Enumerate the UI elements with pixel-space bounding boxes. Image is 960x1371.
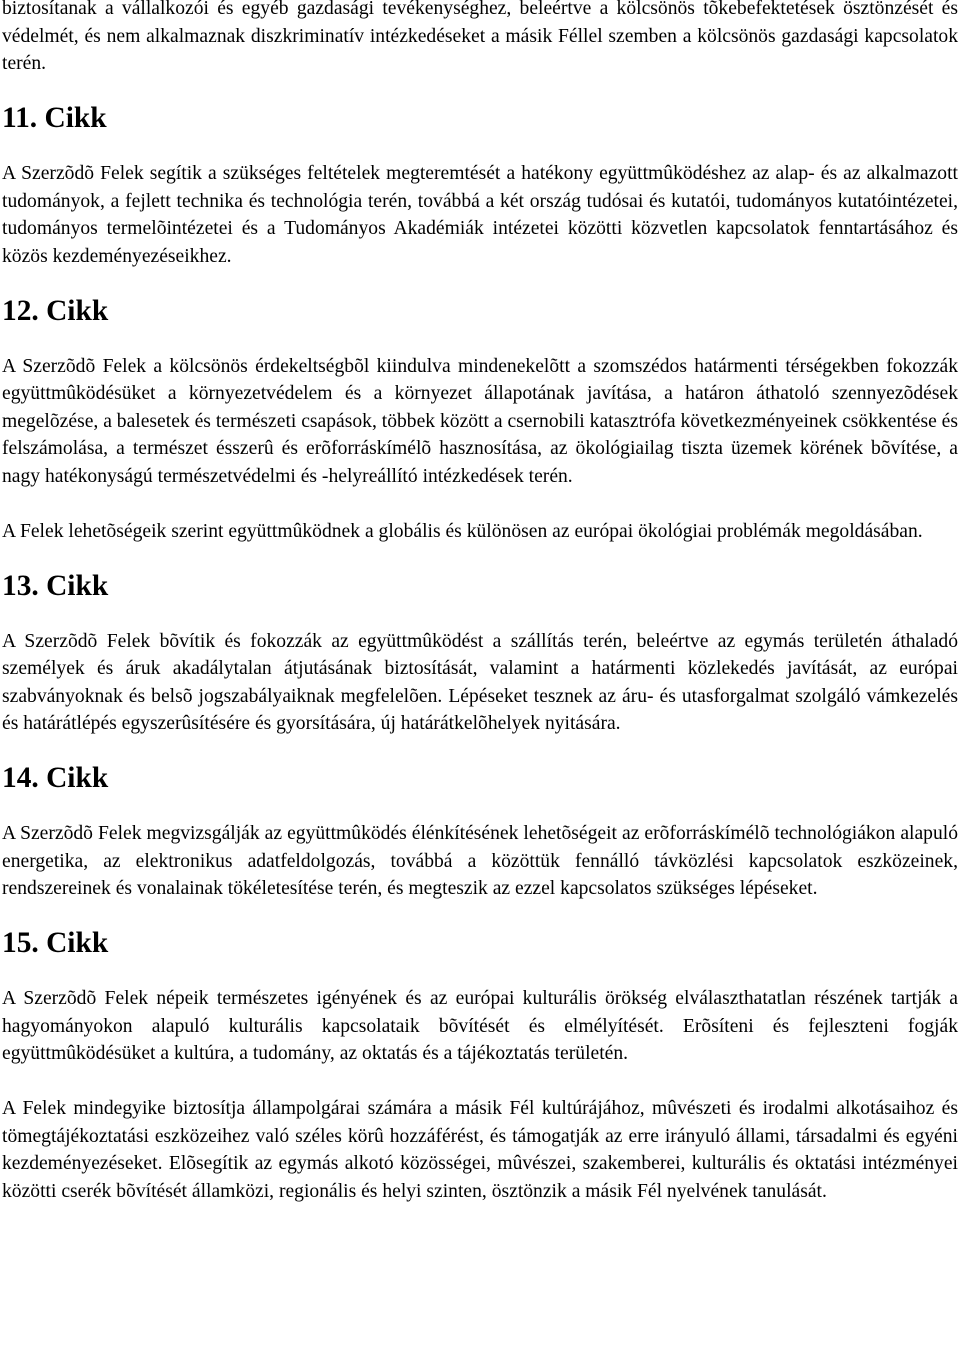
article-paragraph: A Felek lehetõségeik szerint együttmûködnek a globális és különösen az európai ökológiai problémák megoldásában.: [2, 520, 923, 542]
article-11: [2, 102, 958, 270]
intro-paragraph: biztosítanak a vállalkozói és egyéb gazdasági tevékenységhez, beleértve a kölcsönös tõkebefektetések ösztönzését és védelmét, és nem alkalmaznak diszkriminatív intézkedéseket a másik Féllel szemben a kölcsönös gazdasági kapcsolatok terén.: [2, 0, 958, 74]
article-heading: 14. Cikk: [2, 762, 109, 794]
article-paragraph: A Szerzõdõ Felek bõvítik és fokozzák az együttmûködést a szállítás terén, beleértve az egymás területén áthaladó személyek és áruk akadálytalan átjutásának biztosítását, valamint a határmenti közlekedés javítását, az európai szabványoknak és belsõ jogszabályaiknak megfelelõen. Lépéseket tesznek az áru- és utasforgalmat szolgáló vámkezelés és határátlépés egyszerûsítésére és gyorsítására, új határátkelõhelyek nyitására.: [2, 630, 958, 734]
article-heading: 15. Cikk: [2, 927, 109, 959]
document-page: [2, 0, 958, 1205]
article-15: [2, 927, 958, 1205]
article-14: [2, 762, 958, 903]
article-heading: 13. Cikk: [2, 569, 109, 602]
article-12: [2, 294, 958, 546]
article-paragraph: A Felek mindegyike biztosítja állampolgárai számára a másik Fél kultúrájához, mûvészeti és irodalmi alkotásaihoz és tömegtájékoztatási eszközeihez való széles körû hozzáférést, és támogatják az erre irányuló állami, társadalmi és egyéni kezdeményezéseket. Elõsegítik az egymás alkotó közösségei, mûvészei, szakemberei, kulturális és oktatási intézményei közötti cserék bõvítését államközi, regionális és helyi szinten, ösztönzik a másik Fél nyelvének tanulását.: [2, 1098, 958, 1202]
article-paragraph: A Szerzõdõ Felek megvizsgálják az együttmûködés élénkítésének lehetõségeit az erõforráskímélõ technológiákon alapuló energetika, az elektronikus adatfeldolgozás, továbbá a közöttük fennálló távközlési kapcsolatok eszközeinek, rendszereinek és vonalainak tökéletesítése terén, és megteszik az ezzel kapcsolatos szükséges lépéseket.: [2, 823, 958, 899]
article-paragraph: A Szerzõdõ Felek népeik természetes igényének és az európai kulturális örökség elválaszthatatlan részének tartják a hagyományokon alapuló kulturális kapcsolataik bõvítését és elmélyítését. Erõsíteni és fejleszteni fogják együttmûködésüket a kultúra, a tudomány, az oktatás és a tájékoztatás területén.: [2, 988, 958, 1064]
article-13: [2, 569, 958, 738]
article-heading: 11. Cikk: [2, 102, 107, 134]
article-paragraph: A Szerzõdõ Felek a kölcsönös érdekeltségbõl kiindulva mindenekelõtt a szomszédos határmenti térségekben fokozzák együttmûködésüket a környezetvédelem és a környezet állapotának javítása, a határon áthatoló szennyezõdések megelõzése, a balesetek és természeti csapások, többek között a csernobili katasztrófa következményeinek csökkentése és felszámolása, a természet ésszerû és erõforráskímélõ hasznosítása, az ökológiailag tiszta üzemek körének bõvítése, a nagy hatékonyságú természetvédelmi és -helyreállító intézkedések terén.: [2, 355, 958, 487]
article-heading: 12. Cikk: [2, 294, 109, 327]
article-paragraph: A Szerzõdõ Felek segítik a szükséges feltételek megteremtését a hatékony együttmûködéshez az alap- és az alkalmazott tudományok, a fejlett technika és technológia terén, továbbá a két ország tudósai és kutatói, tudományos kutatóintézetei, tudományos termelõintézetei és a Tudományos Akadémiák intézetei közötti közvetlen kapcsolatok fenntartásához és közös kezdeményezéseikhez.: [2, 163, 958, 267]
